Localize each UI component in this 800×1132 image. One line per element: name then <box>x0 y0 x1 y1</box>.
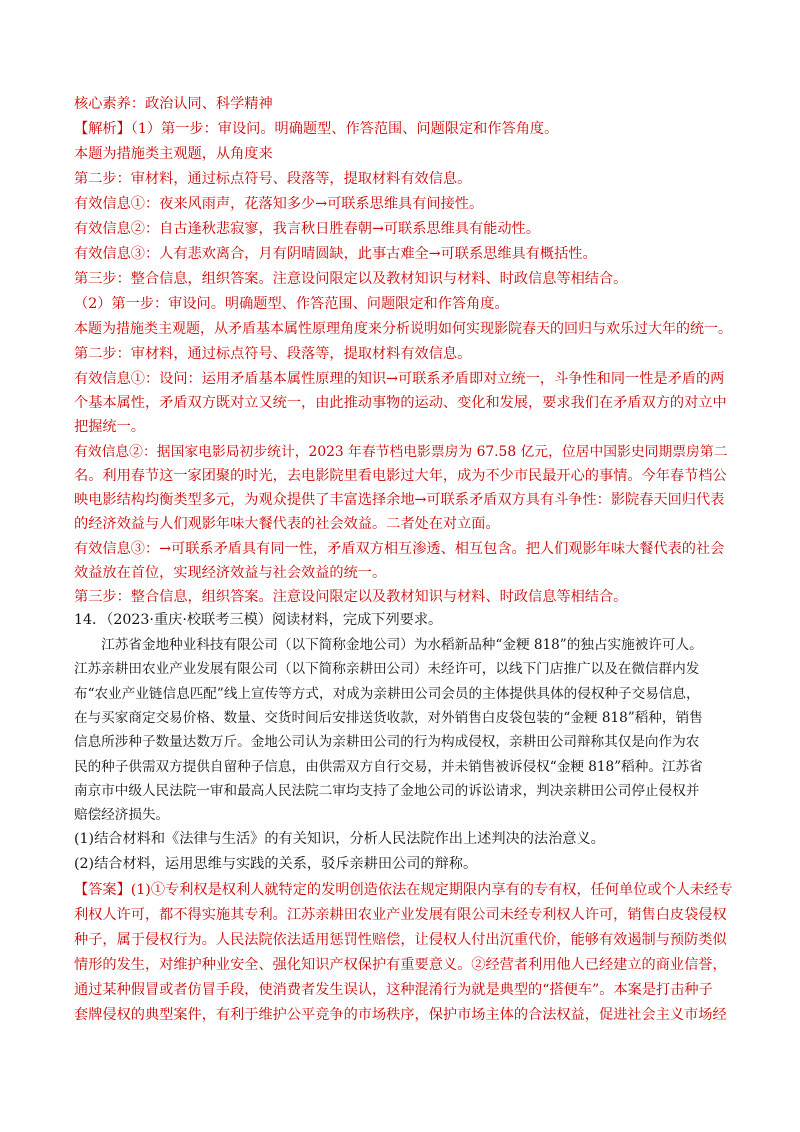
text-line: 把握统一。 <box>74 419 145 435</box>
answer-line: 套牌侵权的典型案件，有利于维护公平竞争的市场秩序，保护市场主体的合法权益，促进社会主义市场经 <box>74 1007 727 1023</box>
material-line: 赔偿经济损失。 <box>74 807 170 823</box>
text-line: 本题为措施类主观题，从角度来 <box>74 146 273 162</box>
question-part-2: (2)结合材料，运用思维与实践的关系，驳斥亲耕田公司的辩称。 <box>74 856 478 872</box>
text-line: 第二步：审材料，通过标点符号、段落等，提取材料有效信息。 <box>74 171 472 187</box>
text-line: 有效信息②：自古逢秋悲寂寥，我言秋日胜春朝→可联系思维具有能动性。 <box>74 221 540 237</box>
text-line: 第三步：整合信息，组织答案。注意设问限定以及教材知识与材料、时政信息等相结合。 <box>74 589 628 605</box>
text-line: 名。利用春节这一家团聚的时光，去电影院里看电影过大年，成为不少市民最开心的事情。今年春节档公 <box>74 468 727 484</box>
text-line: （2）第一步：审设问。明确题型、作答范围、问题限定和作答角度。 <box>74 296 509 312</box>
analysis-step1-line: 【解析】（1）第一步：审设问。明确题型、作答范围、问题限定和作答角度。 <box>74 121 559 137</box>
material-line: 布“农业产业链信息匹配”线上宣传等方式，对成为亲耕田公司会员的主体提供具体的侵权种子交易信息， <box>74 686 700 702</box>
text-line: 映电影结构均衡类型多元，为观众提供了丰富选择余地→可联系矛盾双方具有斗争性：影院春天回归代表 <box>74 492 725 508</box>
text-line: 第二步：审材料，通过标点符号、段落等，提取材料有效信息。 <box>74 346 472 362</box>
text-line: 有效信息①：夜来风雨声，花落知多少→可联系思维具有间接性。 <box>74 196 484 212</box>
text-line: 的经济效益与人们观影年味大餐代表的社会效益。二者处在对立面。 <box>74 516 500 532</box>
material-line: 信息所涉种子数量达数万斤。金地公司认为亲耕田公司的行为构成侵权，亲耕田公司辩称其仅是向作为农 <box>74 734 700 750</box>
text-line: 个基本属性，矛盾双方既对立又统一，由此推动事物的运动、变化和发展，要求我们在矛盾双方的对立中 <box>74 395 727 411</box>
material-line: 民的种子供需双方提供自留种子信息，由供需双方自行交易，并未销售被诉侵权“金粳 818”稻种。江苏省 <box>74 759 703 775</box>
answer-line: 种子，属于侵权行为。人民法院依法适用惩罚性赔偿，让侵权人付出沉重代价，能够有效遏制与预防类似 <box>74 932 727 948</box>
text-line: 第三步：整合信息，组织答案。注意设问限定以及教材知识与材料、时政信息等相结合。 <box>74 271 628 287</box>
text-line: 有效信息②：据国家电影局初步统计，2023 年春节档电影票房为 67.58 亿元，位居中国影史同期票房第二 <box>74 444 728 460</box>
question-part-1: (1)结合材料和《法律与生活》的有关知识，分析人民法院作出上述判决的法治意义。 <box>74 831 605 847</box>
text-line: 有效信息③：人有悲欢离合，月有阴晴圆缺，此事古难全→可联系思维具有概括性。 <box>74 246 597 262</box>
answer-line: 情形的发生，对维护种业安全、强化知识产权保护有重要意义。②经营者利用他人已经建立的商业信誉， <box>74 957 727 973</box>
core-literacy-line: 核心素养：政治认同、科学精神 <box>74 96 273 112</box>
material-line: 江苏省金地种业科技有限公司（以下简称金地公司）为水稻新品种“金粳 818”的独占实施被许可人。 <box>74 637 703 653</box>
text-line: 本题为措施类主观题，从矛盾基本属性原理角度来分析说明如何实现影院春天的回归与欢乐过大年的统一。 <box>74 321 732 337</box>
material-line: 在与买家商定交易价格、数量、交货时间后安排送货收款，对外销售白皮袋包装的“金粳 818”稻种，销售 <box>74 710 703 726</box>
question-14-header: 14．（2023·重庆·校联考三模）阅读材料，完成下列要求。 <box>74 612 443 628</box>
answer-line: 通过某种假冒或者仿冒手段，使消费者发生误认，这种混淆行为就是典型的“搭便车”。本案是打击种子 <box>74 982 713 998</box>
text-line: 效益放在首位，实现经济效益与社会效益的统一。 <box>74 565 387 581</box>
answer-line: 【答案】(1)①专利权是权利人就特定的发明创造依法在规定期限内享有的专有权，任何单位或个人未经专 <box>74 882 733 898</box>
text-line: 有效信息③：→可联系矛盾具有同一性，矛盾双方相互渗透、相互包含。把人们观影年味大餐代表的社会 <box>74 541 725 557</box>
material-line: 南京市中级人民法院一审和最高人民法院二审均支持了金地公司的诉讼请求，判决亲耕田公司停止侵权并 <box>74 783 700 799</box>
text-line: 有效信息①：设问：运用矛盾基本属性原理的知识→可联系矛盾即对立统一，斗争性和同一性是矛盾的两 <box>74 371 725 387</box>
answer-line: 利权人许可，都不得实施其专利。江苏亲耕田农业产业发展有限公司未经专利权人许可，销售白皮袋侵权 <box>74 907 727 923</box>
material-line: 江苏亲耕田农业产业发展有限公司（以下简称亲耕田公司）未经许可，以线下门店推广以及在微信群内发 <box>74 661 700 677</box>
